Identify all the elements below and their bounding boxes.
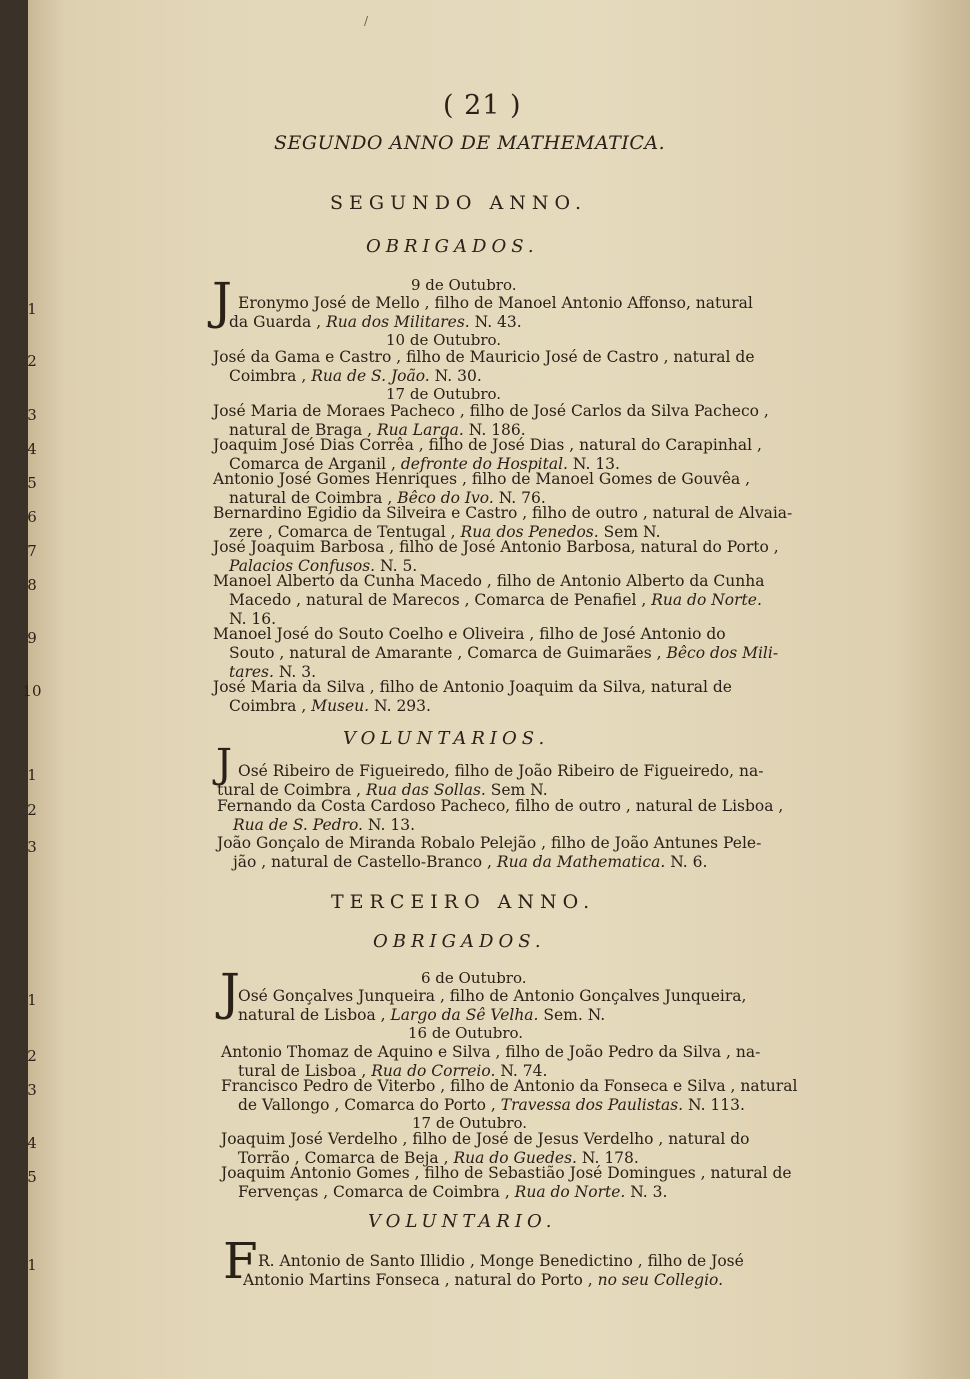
street-name: Travessa dos Paulistas.	[500, 1096, 684, 1114]
voluntario-segundo-number: 2	[27, 801, 37, 819]
obrigado-segundo-line: Joaquim José Dias Corrêa , filho de José Dias , natural do Carapinhal ,	[213, 436, 762, 454]
obrigado-terceiro-line: Antonio Thomaz de Aquino e Silva , filho de João Pedro da Silva , na-	[221, 1043, 761, 1061]
obrigado-terceiro-number: 5	[27, 1168, 37, 1186]
street-name: Largo da Sê Velha.	[390, 1006, 539, 1024]
obrigado-segundo-line: Eronymo José de Mello , filho de Manoel Antonio Affonso, natural	[238, 294, 753, 312]
street-name: Rua do Norte.	[651, 591, 762, 609]
voluntario-segundo-line: jão , natural de Castello-Branco , Rua da Mathematica. N. 6.	[233, 853, 708, 871]
street-name: Rua dos Militares.	[326, 313, 470, 331]
voluntario-terceiro-number: 1	[27, 1256, 37, 1274]
obrigado-terceiro-date: 17 de Outubro.	[412, 1114, 528, 1132]
obrigado-terceiro-number: 2	[27, 1047, 37, 1065]
obrigado-terceiro-number: 3	[27, 1081, 37, 1099]
subsection-title: VOLUNTARIOS.	[343, 728, 550, 749]
street-name: Rua do Correio.	[371, 1062, 496, 1080]
obrigado-segundo-line: Manoel Alberto da Cunha Macedo , filho de Antonio Alberto da Cunha	[213, 572, 765, 590]
obrigado-segundo-line: zere , Comarca de Tentugal , Rua dos Penedos. Sem N.	[229, 523, 661, 541]
voluntario-segundo-number: 3	[27, 838, 37, 856]
voluntario-segundo-line: Fernando da Costa Cardoso Pacheco, filho de outro , natural de Lisboa ,	[217, 797, 784, 815]
voluntario-terceiro-dropcap: F	[223, 1232, 258, 1290]
obrigado-segundo-number: 9	[27, 629, 37, 647]
obrigado-terceiro-date: 16 de Outubro.	[408, 1024, 524, 1042]
obrigado-segundo-line: José da Gama e Castro , filho de Mauricio José de Castro , natural de	[213, 348, 755, 366]
obrigado-terceiro-line: Fervenças , Comarca de Coimbra , Rua do Norte. N. 3.	[238, 1183, 668, 1201]
obrigado-terceiro-line: tural de Lisboa , Rua do Correio. N. 74.	[238, 1062, 548, 1080]
section-title: SEGUNDO ANNO.	[330, 192, 588, 214]
obrigado-terceiro-line: Torrão , Comarca de Beja , Rua do Guedes. N. 178.	[238, 1149, 639, 1167]
obrigado-segundo-line: Coimbra , Rua de S. João. N. 30.	[229, 367, 482, 385]
obrigado-segundo-line: natural de Coimbra , Bêco do Ivo. N. 76.	[229, 489, 546, 507]
obrigado-segundo-line: natural de Braga , Rua Larga. N. 186.	[229, 421, 526, 439]
obrigado-terceiro-number: 1	[27, 991, 37, 1009]
obrigado-segundo-line: N. 16.	[229, 610, 277, 628]
street-name: defronte do Hospital.	[400, 455, 568, 473]
street-name: Rua de S. Pedro.	[233, 816, 363, 834]
obrigado-segundo-number: 5	[27, 474, 37, 492]
obrigado-segundo-line: Palacios Confusos. N. 5.	[229, 557, 418, 575]
book-page	[22, 0, 970, 1379]
street-name: Rua das Sollas.	[365, 781, 486, 799]
obrigado-segundo-line: Souto , natural de Amarante , Comarca de Guimarães , Bêco dos Mili-	[229, 644, 779, 662]
voluntario-segundo-line: Rua de S. Pedro. N. 13.	[233, 816, 416, 834]
obrigado-terceiro-line: Joaquim José Verdelho , filho de José de Jesus Verdelho , natural do	[221, 1130, 750, 1148]
voluntario-segundo-line: Osé Ribeiro de Figueiredo, filho de João Ribeiro de Figueiredo, na-	[238, 762, 764, 780]
obrigado-segundo-number: 2	[27, 352, 37, 370]
voluntario-terceiro-line: R. Antonio de Santo Illidio , Monge Benedictino , filho de José	[258, 1252, 744, 1270]
voluntario-segundo-dropcap: J	[216, 741, 233, 787]
voluntario-segundo-line: tural de Coimbra , Rua das Sollas. Sem N.	[217, 781, 548, 799]
obrigado-segundo-dropcap: J	[212, 272, 233, 330]
street-name: Bêco do Ivo.	[397, 489, 494, 507]
page-content	[22, 0, 970, 1379]
street-name: tares.	[229, 663, 274, 681]
obrigado-terceiro-dropcap: J	[220, 963, 241, 1021]
street-name: Rua do Guedes.	[453, 1149, 577, 1167]
obrigado-terceiro-date: 6 de Outubro.	[421, 969, 527, 987]
obrigado-segundo-line: Comarca de Arganil , defronte do Hospital. N. 13.	[229, 455, 620, 473]
street-name: Rua Larga.	[376, 421, 464, 439]
margin-mark: /	[364, 14, 369, 28]
voluntario-segundo-number: 1	[27, 766, 37, 784]
obrigado-segundo-date: 10 de Outubro.	[386, 331, 502, 349]
obrigado-segundo-line: tares. N. 3.	[229, 663, 317, 681]
obrigado-terceiro-line: Joaquim Antonio Gomes , filho de Sebastião José Domingues , natural de	[221, 1164, 792, 1182]
obrigado-segundo-line: José Maria de Moraes Pacheco , filho de José Carlos da Silva Pacheco ,	[213, 402, 769, 420]
obrigado-terceiro-line: Osé Gonçalves Junqueira , filho de Antonio Gonçalves Junqueira,	[238, 987, 747, 1005]
obrigado-terceiro-number: 4	[27, 1134, 37, 1152]
obrigado-segundo-line: da Guarda , Rua dos Militares. N. 43.	[229, 313, 522, 331]
obrigado-segundo-number: 8	[27, 576, 37, 594]
street-name: Rua de S. João.	[311, 367, 430, 385]
street-name: Museu.	[311, 697, 370, 715]
obrigado-segundo-line: Antonio José Gomes Henriques , filho de Manoel Gomes de Gouvêa ,	[213, 470, 751, 488]
page-number: ( 21 )	[443, 90, 522, 121]
section-title: TERCEIRO ANNO.	[331, 891, 596, 913]
obrigado-segundo-number: 7	[27, 542, 37, 560]
obrigado-terceiro-line: Francisco Pedro de Viterbo , filho de Antonio da Fonseca e Silva , natural	[221, 1077, 798, 1095]
voluntario-segundo-line: João Gonçalo de Miranda Robalo Pelejão , filho de João Antunes Pele-	[217, 834, 762, 852]
obrigado-segundo-line: Manoel José do Souto Coelho e Oliveira , filho de José Antonio do	[213, 625, 726, 643]
obrigado-segundo-line: Coimbra , Museu. N. 293.	[229, 697, 431, 715]
subsection-title: OBRIGADOS.	[373, 931, 546, 952]
obrigado-terceiro-line: de Vallongo , Comarca do Porto , Travessa dos Paulistas. N. 113.	[238, 1096, 745, 1114]
obrigado-segundo-line: Bernardino Egidio da Silveira e Castro , filho de outro , natural de Alvaia-	[213, 504, 793, 522]
obrigado-segundo-date: 17 de Outubro.	[386, 385, 502, 403]
obrigado-segundo-number: 1	[27, 300, 37, 318]
running-header: SEGUNDO ANNO DE MATHEMATICA.	[274, 132, 666, 154]
street-name: no seu Collegio.	[597, 1271, 724, 1289]
street-name: Bêco dos Mili-	[666, 644, 779, 662]
obrigado-segundo-line: José Joaquim Barbosa , filho de José Antonio Barbosa, natural do Porto ,	[213, 538, 779, 556]
voluntario-terceiro-line: Antonio Martins Fonseca , natural do Porto , no seu Collegio.	[243, 1271, 724, 1289]
obrigado-terceiro-line: natural de Lisboa , Largo da Sê Velha. Sem. N.	[238, 1006, 606, 1024]
obrigado-segundo-number: 4	[27, 440, 37, 458]
obrigado-segundo-number: 10	[22, 682, 42, 700]
street-name: Rua dos Penedos.	[460, 523, 599, 541]
obrigado-segundo-number: 6	[27, 508, 37, 526]
subsection-title: OBRIGADOS.	[366, 236, 539, 257]
obrigado-segundo-line: José Maria da Silva , filho de Antonio Joaquim da Silva, natural de	[213, 678, 732, 696]
street-name: Palacios Confusos.	[229, 557, 376, 575]
street-name: Rua da Mathematica.	[496, 853, 666, 871]
obrigado-segundo-number: 3	[27, 406, 37, 424]
obrigado-segundo-line: Macedo , natural de Marecos , Comarca de Penafiel , Rua do Norte.	[229, 591, 762, 609]
street-name: Rua do Norte.	[514, 1183, 626, 1201]
obrigado-segundo-date: 9 de Outubro.	[411, 276, 517, 294]
subsection-title: VOLUNTARIO.	[368, 1211, 557, 1232]
